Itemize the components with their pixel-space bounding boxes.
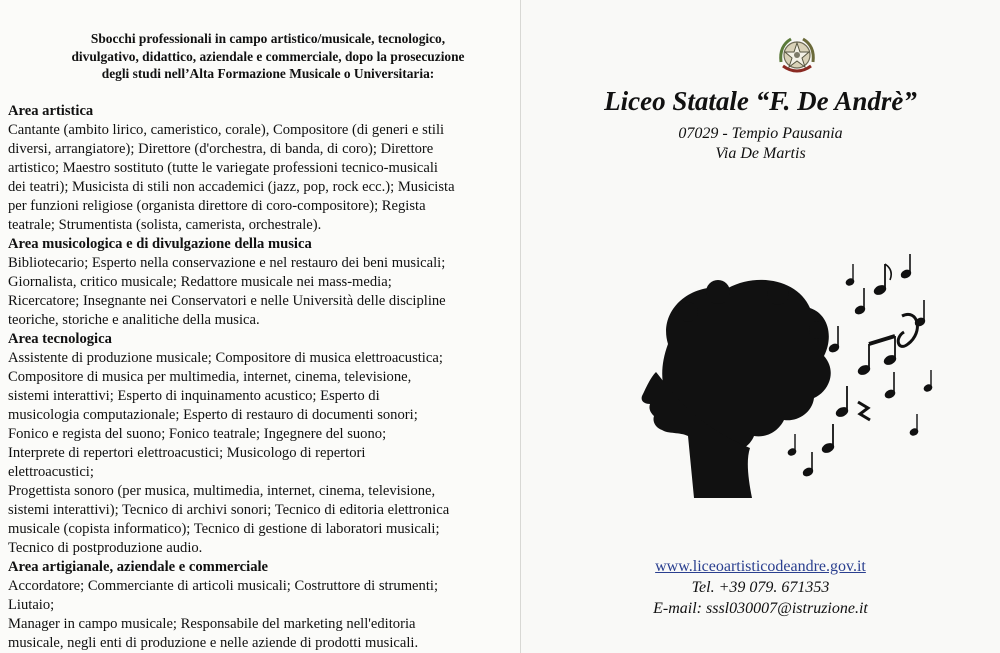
section-line: artistico; Maestro sostituto (tutte le variegate professioni tecnico-musicali <box>8 160 438 176</box>
section-line: musicologia computazionale; Esperto di restauro di documenti sonori; <box>8 407 418 423</box>
section-line: sistemi interattivi); Tecnico di archivi sonori; Tecnico di editoria elettronica <box>8 502 450 518</box>
section-line: musicale, negli enti di produzione e nelle aziende di prodotti musicali. <box>8 635 419 651</box>
republic-emblem-icon <box>775 32 819 80</box>
section-line: teoriche, storiche e analitiche della musica. <box>8 312 260 328</box>
section-line: Interprete di repertori elettroacustici; Musicologo di repertori <box>8 445 366 461</box>
intro-line: degli studi nell’Alta Formazione Musicale o Universitaria: <box>101 66 435 81</box>
silhouette-music-notes-icon <box>628 252 940 498</box>
section-line: Giornalista, critico musicale; Redattore musicale nei mass-media; <box>8 274 392 290</box>
intro-heading <box>18 30 518 83</box>
section-line: Accordatore; Commerciante di articoli musicali; Costruttore di strumenti; <box>8 578 438 594</box>
intro-line: Sbocchi professionali in campo artistico/musicale, tecnologico, <box>90 31 446 46</box>
phone-number: Tel. +39 079. 671353 <box>691 579 830 596</box>
section-line: Fonico e regista del suono; Fonico teatrale; Ingegnere del suono; <box>8 426 387 442</box>
section-line: elettroacustici; <box>8 464 94 480</box>
section-line: Assistente di produzione musicale; Compositore di musica elettroacustica; <box>8 350 443 366</box>
section-line: diversi, arrangiatore); Direttore (d'orchestra, di banda, di coro); Direttore <box>8 141 434 157</box>
section-line: sistemi interattivi; Esperto di inquinamento acustico; Esperto di <box>8 388 380 404</box>
school-name: Liceo Statale “F. De Andrè” <box>604 86 917 116</box>
section-line: Progettista sonoro (per musica, multimedia, internet, cinema, televisione, <box>8 483 436 499</box>
section-line: Manager in campo musicale; Responsabile del marketing nell'editoria <box>8 616 416 632</box>
intro-line: divulgativo, didattico, aziendale e commerciale, dopo la prosecuzione <box>71 48 465 64</box>
career-sections <box>8 102 518 653</box>
section-line: per funzioni religiose (organista direttore di coro-compositore); Regista <box>8 198 426 214</box>
section-line: musicale (copista informatico); Tecnico di gestione di laboratori musicali; <box>8 521 440 537</box>
section-line: Tecnico di postproduzione audio. <box>8 540 203 556</box>
section-line: Compositore di musica per multimedia, internet, cinema, televisione, <box>8 369 412 385</box>
school-address <box>521 124 1000 164</box>
school-city: 07029 - Tempio Pausania <box>678 125 843 142</box>
section-line: Ricercatore; Insegnante nei Conservatori e nelle Università delle discipline <box>8 293 446 309</box>
contact-block <box>521 556 1000 619</box>
section-line: teatrale; Strumentista (solista, camerista, orchestrale). <box>8 217 322 233</box>
section-line: dei teatri); Musicista di stili non accademici (jazz, pop, rock ecc.); Musicista <box>8 179 455 195</box>
section-line: Bibliotecario; Esperto nella conservazione e nel restauro dei beni musicali; <box>8 255 446 271</box>
section-line: Cantante (ambito lirico, cameristico, corale), Compositore (di generi e stili <box>8 122 445 138</box>
email-address: E-mail: sssl030007@istruzione.it <box>653 600 868 617</box>
section-heading: Area artistica <box>8 103 94 119</box>
section-heading: Area musicologica e di divulgazione della musica <box>8 236 312 252</box>
school-street: Via De Martis <box>715 145 806 162</box>
section-heading: Area artigianale, aziendale e commerciale <box>8 559 269 575</box>
section-line: Liutaio; <box>8 597 55 613</box>
website-link[interactable]: www.liceoartisticodeandre.gov.it <box>655 558 866 575</box>
section-heading: Area tecnologica <box>8 331 112 347</box>
